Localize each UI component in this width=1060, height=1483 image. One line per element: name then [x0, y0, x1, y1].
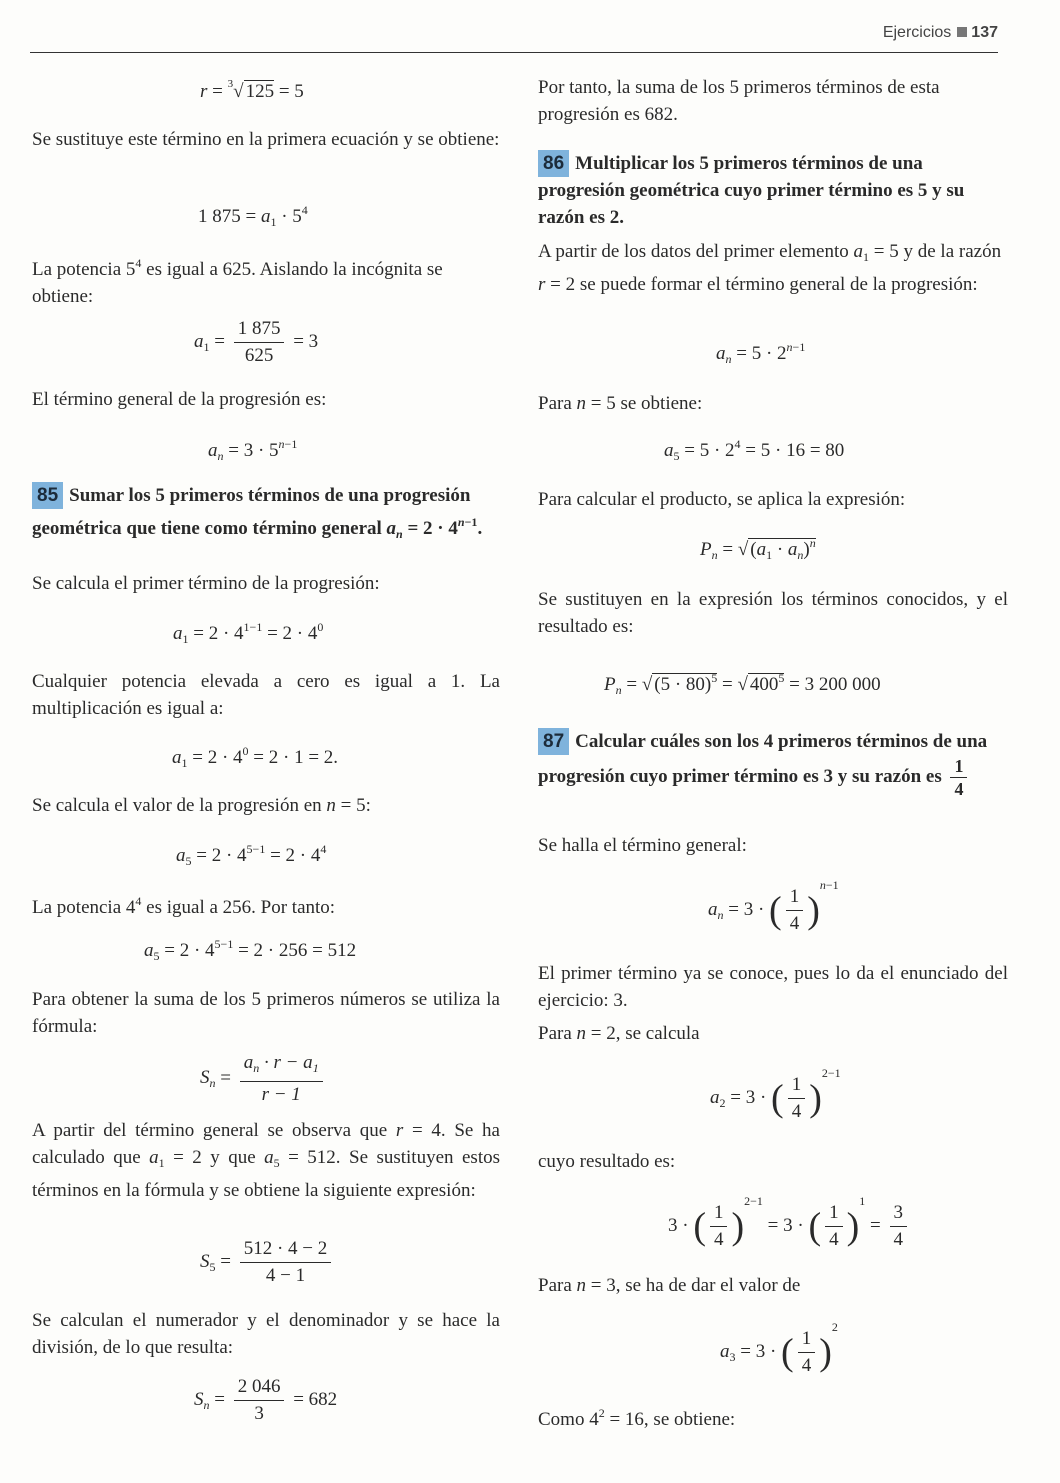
- running-head: [883, 24, 998, 42]
- paragraph: Para n = 2, se calcula: [538, 1023, 700, 1044]
- page-number: 137: [971, 24, 998, 41]
- paragraph: Para n = 3, se ha de dar el valor de: [538, 1275, 801, 1296]
- paragraph: Para obtener la suma de los 5 primeros números se utiliza la fórmula:: [32, 989, 500, 1037]
- equation: $a_n = 3 \cdot 5^{n-1}$: [208, 437, 298, 463]
- paragraph: Se calcula el primer término de la progresión:: [32, 573, 380, 594]
- equation: $a_5 = 5 \cdot 2^4 = 5 \cdot 16 = 80$: [664, 437, 845, 463]
- paragraph: Se calculan el numerador y el denominador y se hace la división, de lo que resulta:: [32, 1310, 500, 1358]
- paragraph: Cualquier potencia elevada a cero es igual a 1. La multiplicación es igual a:: [32, 671, 500, 719]
- page-header: [30, 22, 998, 53]
- paragraph: La potencia $4^4$ es igual a 256. Por tanto:: [32, 894, 336, 918]
- equation-r: r = $^3$√ 125 = 5: [200, 78, 304, 102]
- paragraph: Se halla el término general:: [538, 835, 747, 856]
- paragraph: cuyo resultado es:: [538, 1151, 676, 1172]
- exercise-86-heading: 86 Multiplicar los 5 primeros términos de una progresión geométrica cuyo primer término es 5 y su razón es 2.: [538, 150, 1008, 231]
- paragraph: La potencia $5^4$ es igual a 625. Aislando la incógnita se obtiene:: [32, 256, 443, 307]
- equation: $a_2 = 3$ · ( $\frac{1}{4}$ )$^{2-1}$: [710, 1066, 841, 1123]
- paragraph: Se sustituye este término en la primera ecuación y se obtiene:: [32, 129, 500, 150]
- paragraph: Como $4^2 = 16$, se obtiene:: [538, 1406, 736, 1430]
- equation: $a_5 = 2 \cdot 4^{5-1} = 2 \cdot 4^4$: [176, 842, 327, 868]
- square-marker-icon: [957, 27, 967, 37]
- paragraph: A partir de los datos del primer elemento $a_1 = 5$ y de la razón r = 2 se puede formar el término general de la progresión:: [538, 241, 1002, 295]
- equation: $P_n$ = √ $(5 \cdot 80)^5$ = √ $400^5 = 3$ 200 000: [604, 671, 881, 697]
- paragraph: El término general de la progresión es:: [32, 389, 327, 410]
- paragraph: El primer término ya se conoce, pues lo da el enunciado del ejercicio: 3.: [538, 963, 1008, 1011]
- equation: $a_1 = 2 \cdot 4^0 = 2 \cdot 1 = 2$.: [172, 744, 339, 770]
- exercise-87-heading: 87 Calcular cuáles son los 4 primeros términos de una progresión cuyo primer término es 3 y su razón es $\frac{1}{4}$: [538, 728, 1008, 800]
- paragraph: Se sustituyen en la expresión los términos conocidos, y el resultado es:: [538, 589, 1008, 637]
- equation: $a_n = 5 \cdot 2^{n-1}$: [716, 340, 806, 366]
- equation-fraction: $a_1$ = $\frac{1 875}{625}$ = 3: [194, 318, 319, 366]
- equation-fraction: $S_n$ = $\frac{2 046}{3}$ = 682: [194, 1376, 338, 1424]
- paragraph: Se calcula el valor de la progresión en n = 5:: [32, 795, 371, 816]
- equation: $a_3 = 3$ · ( $\frac{1}{4}$ )$^2$: [720, 1320, 838, 1377]
- paragraph: Para calcular el producto, se aplica la expresión:: [538, 489, 906, 510]
- equation: $a_n = 3$ · ( $\frac{1}{4}$ )$^{n-1}$: [708, 878, 839, 935]
- paragraph: A partir del término general se observa que r = 4. Se ha calculado que $a_1 = 2$ y que $a_5 = 512$. Se sustituyen estos términos en la fórmula y se obtiene la siguiente expresión:: [32, 1120, 500, 1201]
- exercise-85-heading: 85 Sumar los 5 primeros términos de una progresión geométrica que tiene como término general $a_n = 2 \cdot 4^{n-1}$.: [32, 482, 500, 548]
- equation-fraction: $S_n$ = $\frac{a_n \cdot r - a_1}{r - 1}$: [200, 1050, 327, 1108]
- equation: $P_n$ = √ $(a_1 \cdot a_n)^n$: [700, 536, 816, 562]
- paragraph: Por tanto, la suma de los 5 primeros términos de esta progresión es 682.: [538, 77, 940, 125]
- paragraph: Para n = 5 se obtiene:: [538, 393, 703, 414]
- exercise-number-badge: 86: [538, 150, 569, 177]
- equation: 3 · ( $\frac{1}{4}$ )$^{2-1}$ = 3 · ( $\frac{1}{4}$ )$^1$ = $\frac{3}{4}$: [668, 1194, 911, 1253]
- exercise-number-badge: 85: [32, 482, 63, 509]
- section-title: Ejercicios: [882, 24, 952, 41]
- equation: 1 $875 = a_1 \cdot 5^4$: [198, 203, 308, 229]
- equation-fraction: $S_5$ = $\frac{512 \cdot 4 - 2}{4 - 1}$: [200, 1236, 335, 1289]
- equation: $a_5 = 2 \cdot 4^{5-1} = 2 \cdot 256 = 512$: [144, 937, 357, 963]
- exercise-number-badge: 87: [538, 728, 569, 755]
- equation: $a_1 = 2 \cdot 4^{1-1} = 2 \cdot 4^0$: [173, 620, 324, 646]
